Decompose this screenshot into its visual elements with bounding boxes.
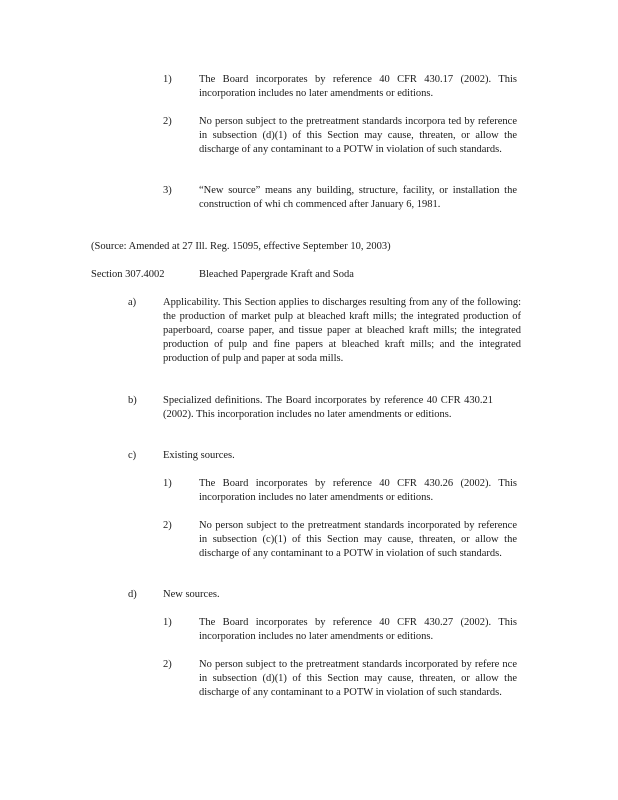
section-number: Section 307.4002: [91, 269, 165, 280]
item-text: The Board incorporates by reference 40 CFR 430.17 (2002). This incorporation includes no later amendments or editions.: [199, 74, 517, 99]
subsection-heading: Existing sources.: [163, 450, 235, 461]
subsection-text: Specialized definitions. The Board incorporates by reference 40 CFR 430.21 (2002). This incorporation includes no later amendments or editions.: [163, 395, 493, 420]
item-text: No person subject to the pretreatment standards incorporated by reference in subsection (c)(1) of this Section may cause, threaten, or allow the discharge of any contaminant to a POTW in violation of such standards.: [199, 520, 517, 559]
item-text: The Board incorporates by reference 40 CFR 430.27 (2002). This incorporation includes no later amendments or editions.: [199, 617, 517, 642]
item-number: 1): [163, 478, 172, 489]
source-note: (Source: Amended at 27 Ill. Reg. 15095, effective September 10, 2003): [91, 241, 391, 252]
subsection-heading: New sources.: [163, 589, 220, 600]
item-text: No person subject to the pretreatment standards incorpora ted by reference in subsection (d)(1) of this Section may cause, threaten, or allow the discharge of any contaminant to a POTW in violation of such standards.: [199, 116, 517, 155]
section-title: Bleached Papergrade Kraft and Soda: [199, 269, 354, 280]
item-number: 1): [163, 74, 172, 85]
subsection-label: a): [128, 297, 137, 308]
subsection-label: b): [128, 395, 137, 406]
item-number: 2): [163, 659, 172, 670]
item-number: 3): [163, 185, 172, 196]
item-text: The Board incorporates by reference 40 CFR 430.26 (2002). This incorporation includes no later amendments or editions.: [199, 478, 517, 503]
subsection-label: c): [128, 450, 137, 461]
item-number: 1): [163, 617, 172, 628]
item-number: 2): [163, 520, 172, 531]
subsection-label: d): [128, 589, 137, 600]
item-number: 2): [163, 116, 172, 127]
item-text: “New source” means any building, structure, facility, or installation the construction of whi ch commenced after January 6, 1981.: [199, 185, 517, 210]
item-text: No person subject to the pretreatment standards incorporated by refere nce in subsection (d)(1) of this Section may cause, threaten, or allow the discharge of any contaminant to a POTW in violation of such standards.: [199, 659, 517, 698]
subsection-text: Applicability. This Section applies to discharges resulting from any of the following: the production of market pulp at bleached kraft mills; the integrated production of paperboard, coarse paper, and tissue paper at bleached kraft mills; the integrated production of pulp and fine papers at bleached kraft mills; and the integrated production of pulp and paper at soda mills.: [163, 297, 521, 364]
